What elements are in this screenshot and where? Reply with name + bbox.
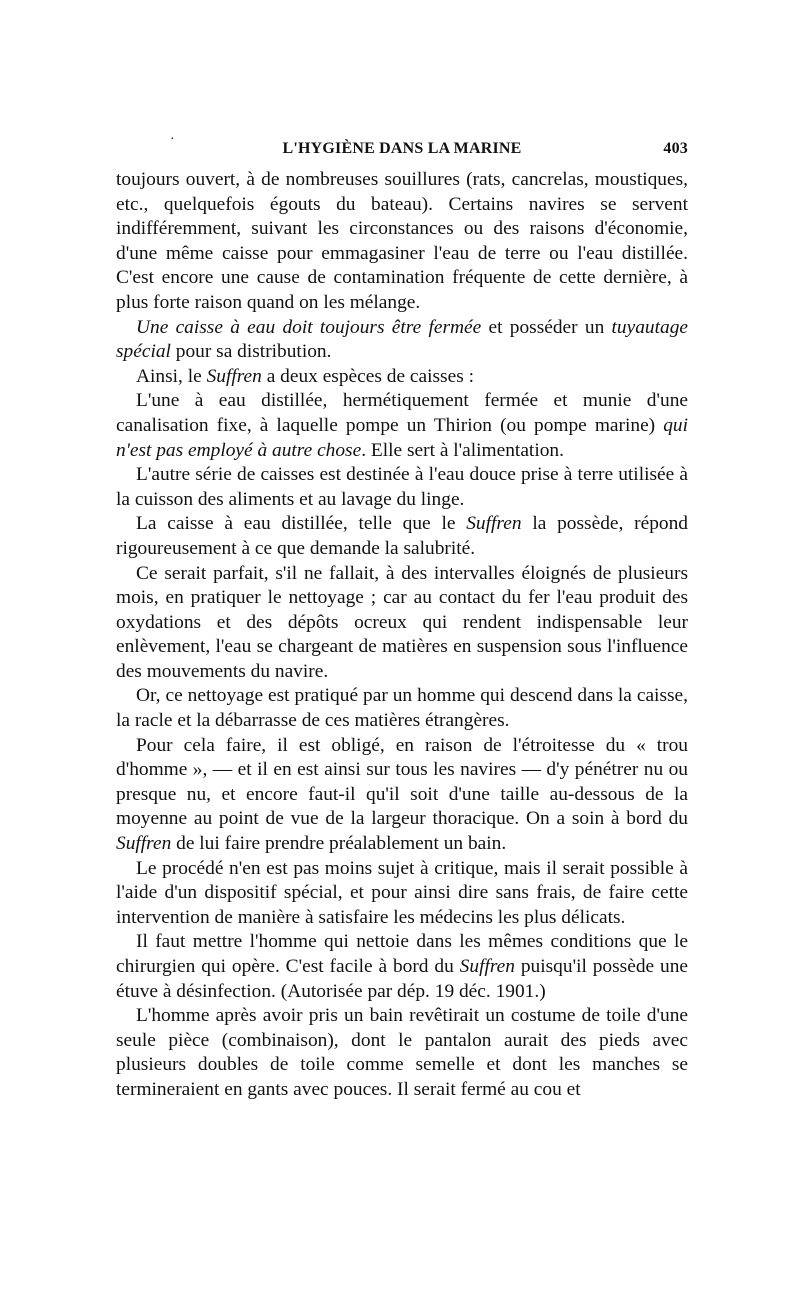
paragraph xyxy=(116,463,688,512)
paragraph xyxy=(116,512,688,561)
text-run: a deux espèces de caisses : xyxy=(261,365,474,387)
paragraph xyxy=(116,389,688,463)
text-run: Le procédé n'en est pas moins sujet à critique, mais il serait possible à l'aide d'un dispositif spécial, et pour ainsi dire sans frais, de faire cette intervention de manière à satisfaire les médecins les plus délicats. xyxy=(116,857,688,928)
header-mark: · xyxy=(170,132,175,147)
text-run: Pour cela faire, il est obligé, en raison de l'étroitesse du « trou d'homme », — et il en est ainsi sur tous les navires — d'y pénétrer nu ou presque nu, et encore faut-il qu'il soit d'une taille au-dessous de la moyenne au point de vue de la largeur thoracique. On a soin à bord du xyxy=(116,734,688,830)
text-run: de lui faire prendre préalablement un bain. xyxy=(171,833,507,855)
italic-text: Suffren xyxy=(459,956,515,977)
paragraph xyxy=(116,168,688,316)
italic-text: Une caisse à eau doit toujours être fermée xyxy=(136,316,482,338)
text-run: . Elle sert à l'alimentation. xyxy=(361,439,564,461)
body-text xyxy=(116,168,688,1103)
italic-text: Suffren xyxy=(116,833,172,855)
paragraph xyxy=(116,562,688,685)
text-run: La caisse à eau distillée, telle que le xyxy=(136,513,467,535)
paragraph xyxy=(116,684,688,733)
text-run: L'une à eau distillée, hermétiquement fermée et munie d'une canalisation fixe, à laquelle pompe un Thirion (ou pompe marine) xyxy=(116,390,688,436)
text-run: pour sa distribution. xyxy=(170,341,332,363)
italic-text: Suffren xyxy=(206,365,262,387)
paragraph xyxy=(116,930,688,1004)
italic-text: tuyautage spécial xyxy=(116,316,688,363)
book-page xyxy=(116,132,688,1103)
paragraph xyxy=(116,316,688,365)
text-run: Ainsi, le xyxy=(136,365,207,387)
text-run: L'autre série de caisses est destinée à l'eau douce prise à terre utilisée à la cuisson des aliments et au lavage du linge. xyxy=(116,464,688,510)
text-run: la possède, répond rigoureusement à ce que demande la salubrité. xyxy=(116,513,688,559)
text-run: toujours ouvert, à de nombreuses souillures (rats, cancrelas, moustiques, etc., quelquefois égouts du bateau). Certains navires se servent indifféremment, suivant les circonstances ou des raisons d'économie, d'une même caisse pour emmagasiner l'eau de terre ou l'eau distillée. C'est encore une cause de contamination fréquente de cette dernière, à plus forte raison quand on les mélange. xyxy=(116,169,688,313)
italic-text: qui n'est pas employé à autre chose xyxy=(116,414,688,461)
text-run: Il faut mettre l'homme qui nettoie dans les mêmes conditions que le chirurgien qui opère. C'est facile à bord du xyxy=(116,931,688,977)
italic-text: Suffren xyxy=(466,513,522,535)
text-run: L'homme après avoir pris un bain revêtirait un costume de toile d'une seule pièce (combinaison), dont le pantalon aurait des pieds avec plusieurs doubles de toile comme semelle et dont les manches se termineraient en gants avec pouces. Il serait fermé au cou et xyxy=(116,1005,688,1100)
paragraph xyxy=(116,1004,688,1102)
text-run: Or, ce nettoyage est pratiqué par un homme qui descend dans la caisse, la racle et la débarrasse de ces matières étrangères. xyxy=(116,685,688,732)
running-header xyxy=(116,132,688,164)
paragraph xyxy=(116,365,688,390)
paragraph xyxy=(116,857,688,931)
text-run: puisqu'il possède une étuve à désinfection. (Autorisée par dép. 19 déc. 1901.) xyxy=(116,956,688,1002)
page-number: 403 xyxy=(663,140,688,157)
text-run: Ce serait parfait, s'il ne fallait, à des intervalles éloignés de plusieurs mois, en pratiquer le nettoyage ; car au contact du fer l'eau produit des oxydations et des dépôts ocreux qui rendent indispensable leur enlèvement, l'eau se chargeant de matières en suspension sous l'influence des mouvements du navire. xyxy=(116,562,688,682)
text-run: et posséder un xyxy=(481,316,612,338)
running-title: L'HYGIÈNE DANS LA MARINE xyxy=(282,140,522,157)
paragraph xyxy=(116,734,688,857)
